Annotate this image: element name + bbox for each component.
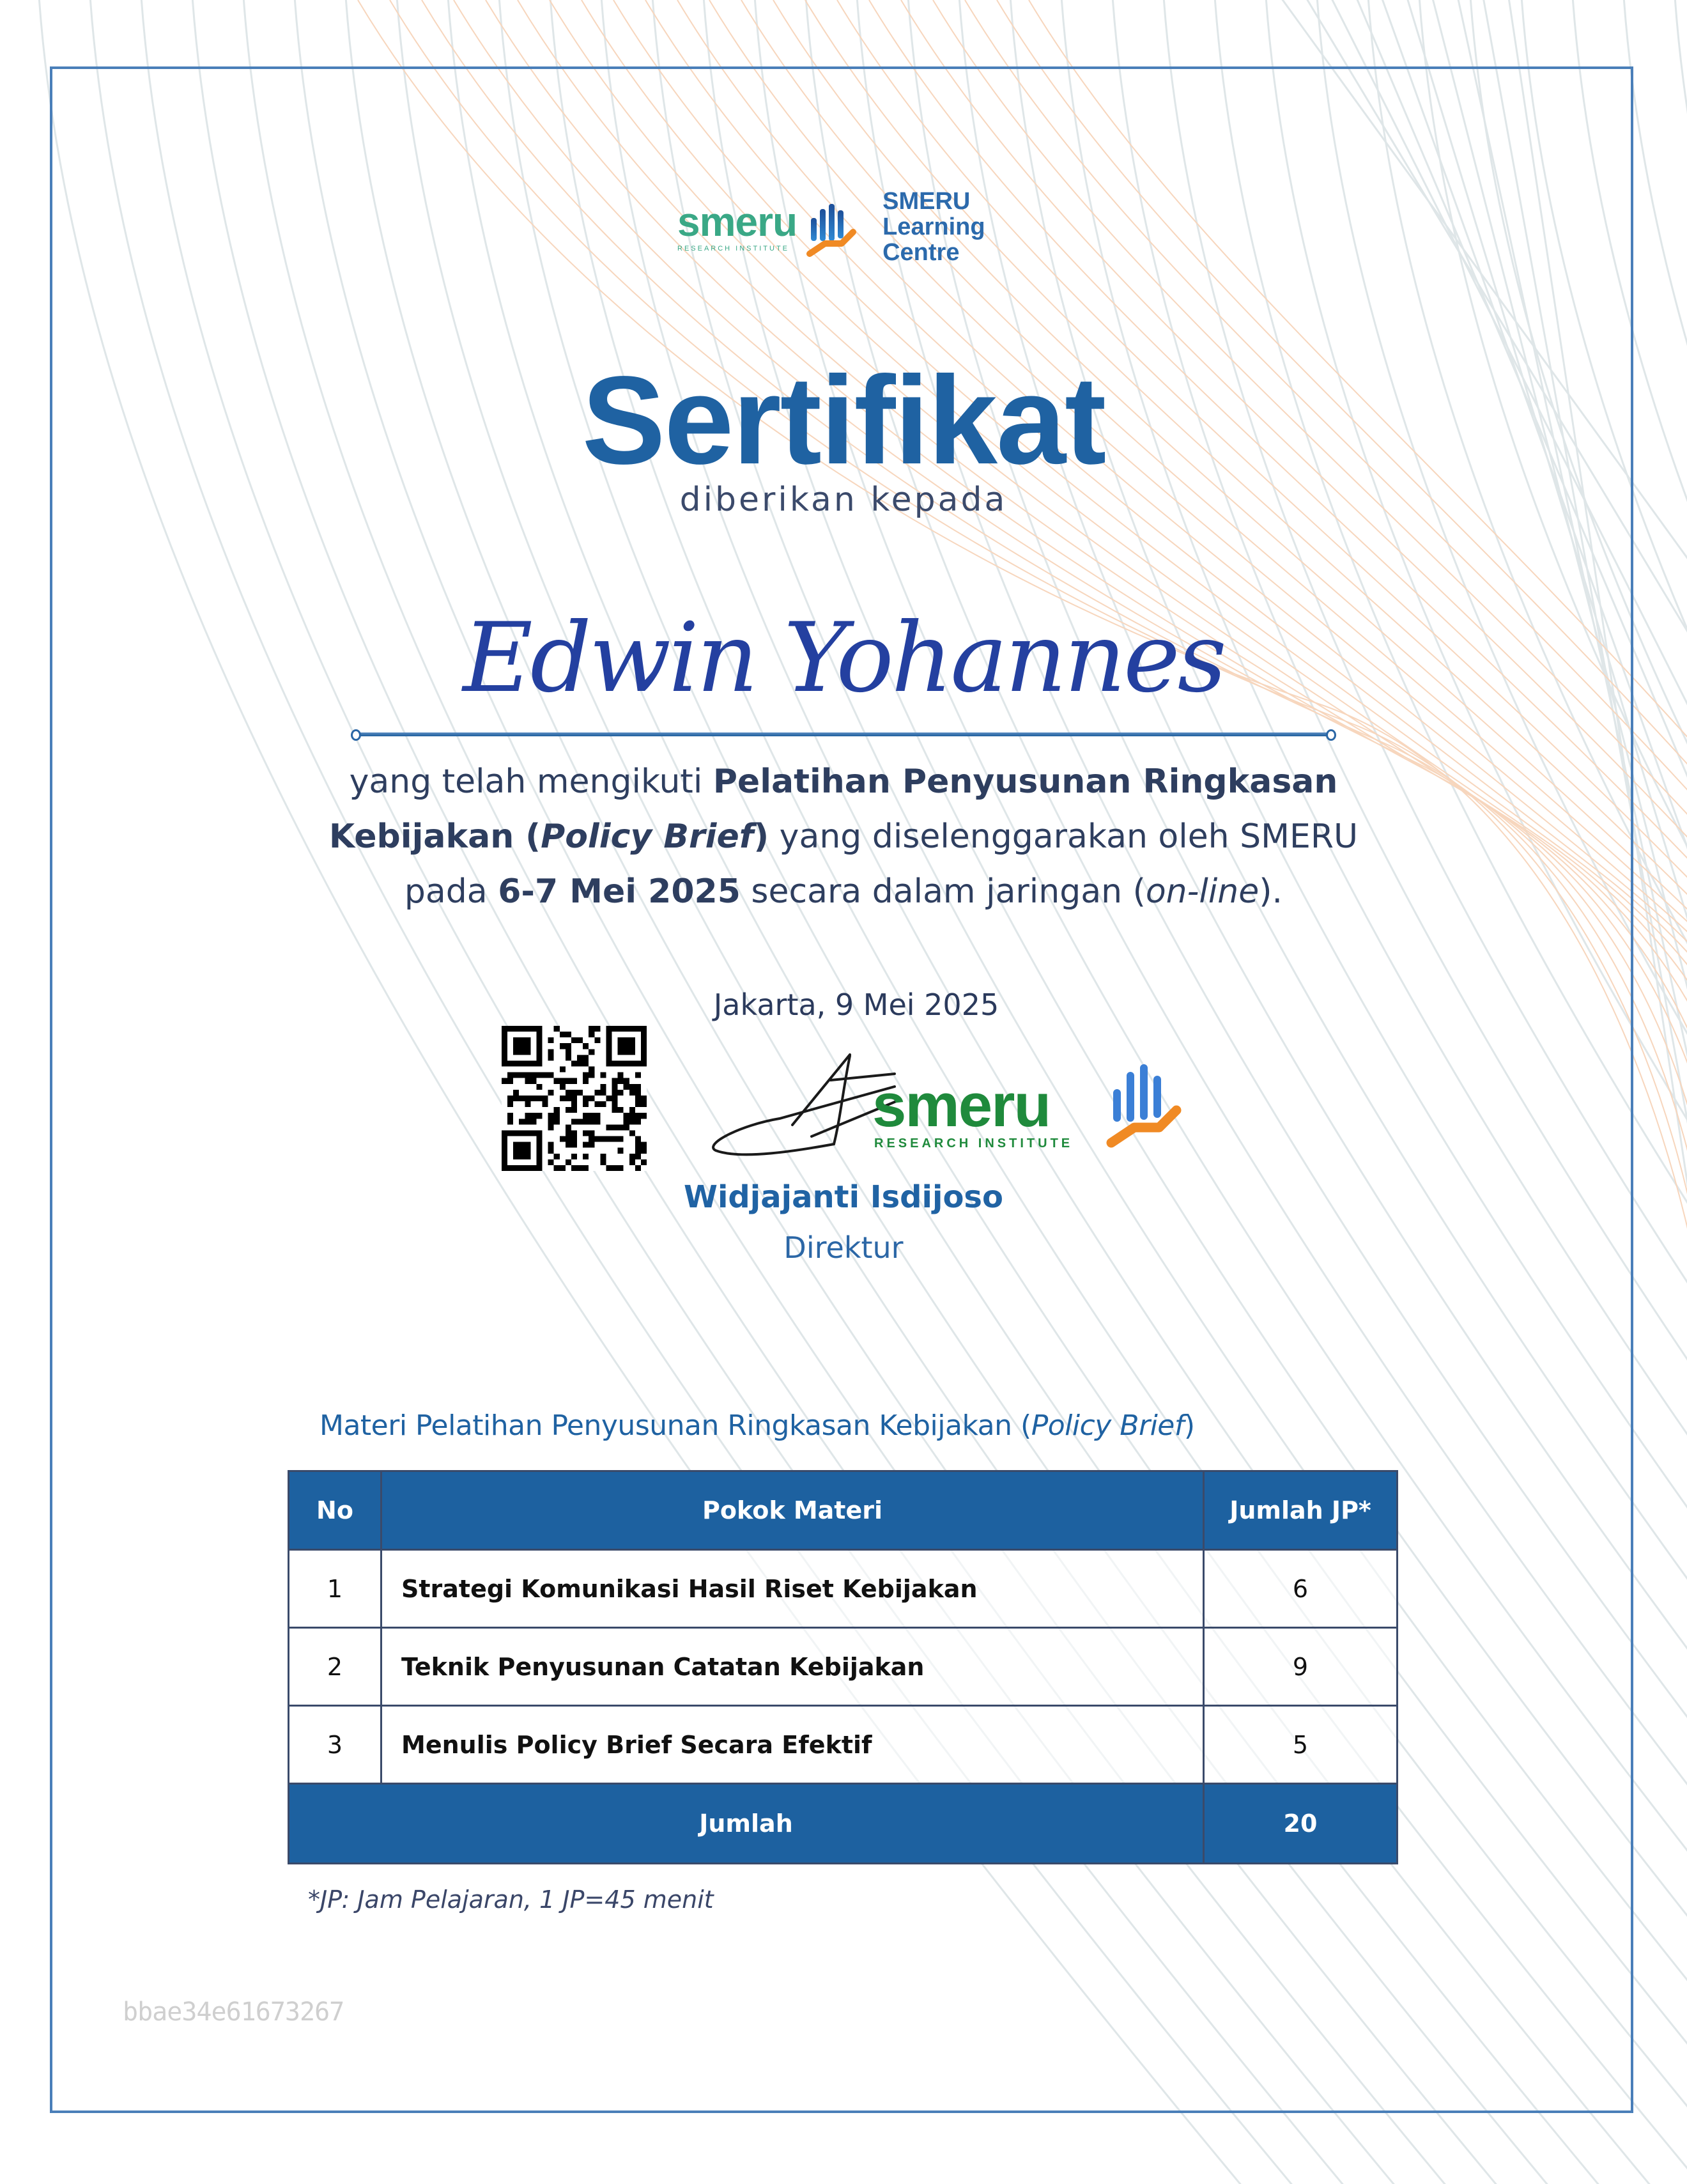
smeru-logo-word: smeru — [677, 199, 797, 245]
table-row — [289, 1628, 1398, 1706]
body-text: yang telah mengikuti — [349, 763, 713, 801]
body-line-2 — [217, 809, 1470, 864]
stamp-hand-chart-icon — [1099, 1055, 1189, 1150]
lc-line-1: SMERU — [882, 188, 971, 215]
stamp-smeru-subtitle: RESEARCH INSTITUTE — [874, 1136, 1074, 1150]
lc-line-2: Learning — [882, 213, 985, 240]
verification-qr-code[interactable] — [502, 1026, 647, 1171]
body-text: yang diselenggarakan oleh SMERU — [769, 817, 1359, 856]
smeru-logo-subtitle: RESEARCH INSTITUTE — [677, 245, 790, 252]
lc-line-3: Centre — [882, 239, 960, 266]
learning-centre-wordmark — [882, 189, 985, 265]
certificate-id: bbae34e61673267 — [123, 1997, 344, 2027]
course-date: 6-7 Mei 2025 — [498, 872, 741, 911]
stamp-smeru-word: smeru — [872, 1071, 1051, 1140]
name-underline — [356, 732, 1331, 736]
underline-end-dot-left — [351, 729, 361, 741]
row-no: 2 — [289, 1628, 381, 1706]
delivery-mode: on-line — [1145, 872, 1259, 911]
column-header-topic: Pokok Materi — [381, 1471, 1204, 1550]
table-header-row — [289, 1471, 1398, 1550]
row-topic: Strategi Komunikasi Hasil Riset Kebijakan — [381, 1550, 1204, 1628]
materi-table — [288, 1470, 1398, 1864]
row-no: 3 — [289, 1706, 381, 1784]
smeru-hand-chart-icon — [806, 195, 857, 259]
course-name-close: ) — [753, 817, 769, 856]
column-header-jp: Jumlah JP* — [1204, 1471, 1398, 1550]
row-jp: 9 — [1204, 1628, 1398, 1706]
signature-and-stamp — [703, 1048, 1189, 1163]
table-title-italic: Policy Brief — [1031, 1409, 1184, 1442]
smeru-logo — [677, 201, 797, 252]
body-text: pada — [404, 872, 498, 911]
total-label: Jumlah — [289, 1784, 1204, 1864]
total-value: 20 — [1204, 1784, 1398, 1864]
body-text: ). — [1259, 872, 1283, 911]
course-name-italic: Policy Brief — [541, 817, 754, 856]
row-jp: 6 — [1204, 1550, 1398, 1628]
table-total-row — [289, 1784, 1398, 1864]
body-line-3 — [217, 864, 1470, 919]
body-line-1 — [217, 754, 1470, 809]
table-title-text: Materi Pelatihan Penyusunan Ringkasan Kebijakan ( — [320, 1409, 1031, 1442]
row-topic: Menulis Policy Brief Secara Efektif — [381, 1706, 1204, 1784]
course-name-part-2: Kebijakan ( — [328, 817, 541, 856]
underline-end-dot-right — [1326, 729, 1336, 741]
certificate-title: Sertifikat — [582, 350, 1105, 490]
body-text: secara dalam jaringan ( — [740, 872, 1146, 911]
row-topic: Teknik Penyusunan Catatan Kebijakan — [381, 1628, 1204, 1706]
certificate-subtitle: diberikan kepada — [679, 481, 1008, 519]
course-name-part-1: Pelatihan Penyusunan Ringkasan — [713, 763, 1338, 801]
table-row — [289, 1706, 1398, 1784]
row-no: 1 — [289, 1550, 381, 1628]
column-header-no: No — [289, 1471, 381, 1550]
signer-name: Widjajanti Isdijoso — [684, 1179, 1003, 1215]
signer-title: Direktur — [783, 1230, 904, 1265]
materi-table-title — [320, 1409, 1195, 1442]
row-jp: 5 — [1204, 1706, 1398, 1784]
recipient-name: Edwin Yohannes — [463, 603, 1224, 714]
table-title-close: ) — [1183, 1409, 1195, 1442]
certificate-body — [217, 754, 1470, 919]
header-logos — [677, 185, 1035, 268]
place-and-date: Jakarta, 9 Mei 2025 — [713, 987, 999, 1022]
jp-footnote: *JP: Jam Pelajaran, 1 JP=45 menit — [308, 1886, 714, 1914]
table-row — [289, 1550, 1398, 1628]
